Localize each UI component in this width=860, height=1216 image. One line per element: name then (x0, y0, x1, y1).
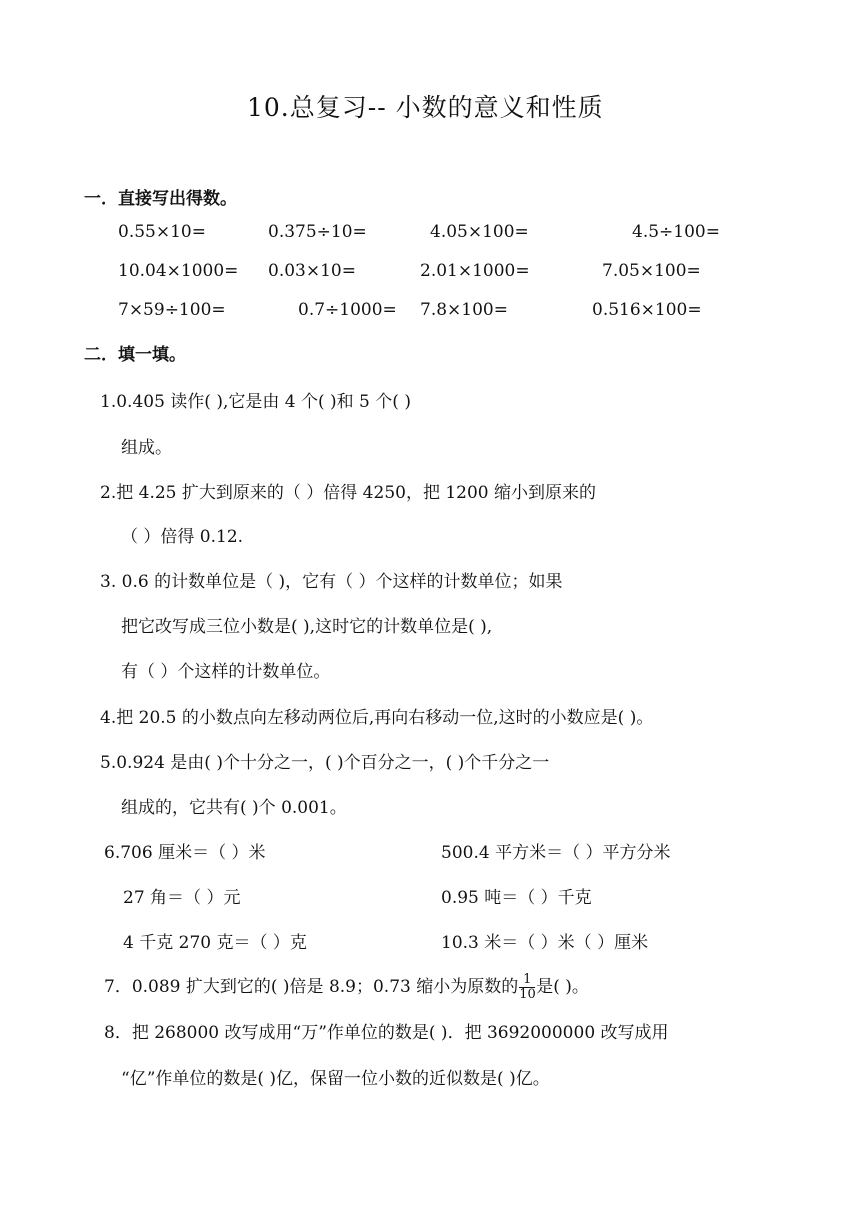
calc-item: 7.05×100= (602, 261, 701, 281)
question-line: “亿”作单位的数是( )亿，保留一位小数的近似数是( )亿。 (121, 1069, 550, 1089)
page-title: 10.总复习-- 小数的意义和性质 (247, 93, 604, 122)
question-line: 3. 0.6 的计数单位是（ )，它有（ ）个这样的计数单位；如果 (100, 572, 563, 592)
question-line: 4.把 20.5 的小数点向左移动两位后,再向右移动一位,这时的小数应是( )。 (100, 708, 654, 728)
calc-item: 4.5÷100= (632, 222, 720, 242)
unit-question: 4 千克 270 克＝（ ）克 (123, 933, 307, 953)
calc-item: 4.05×100= (430, 222, 529, 242)
calc-item: 0.7÷1000= (298, 300, 397, 320)
question-line: 5.0.924 是由( )个十分之一，( )个百分之一，( )个千分之一 (100, 753, 550, 773)
question-line: 2.把 4.25 扩大到原来的（ ）倍得 4250，把 1200 缩小到原来的 (100, 483, 597, 503)
question-line: 组成。 (121, 438, 172, 458)
calc-item: 10.04×1000= (118, 261, 239, 281)
calc-item: 0.03×10= (268, 261, 356, 281)
question-7 (104, 972, 589, 1002)
calc-item: 0.55×10= (118, 222, 206, 242)
unit-question: 500.4 平方米＝（ ）平方分米 (441, 843, 671, 863)
fraction-numerator: 1 (519, 973, 535, 988)
section1-heading: 一．直接写出得数。 (84, 189, 237, 209)
question-line: 组成的，它共有( )个 0.001。 (121, 798, 347, 818)
calc-item: 7×59÷100= (118, 300, 226, 320)
question-line: 有（ ）个这样的计数单位。 (121, 662, 331, 682)
calc-item: 0.375÷10= (268, 222, 367, 242)
fraction-one-tenth (519, 973, 535, 1002)
fraction-denominator: 10 (519, 987, 536, 1002)
unit-question: 27 角＝（ ）元 (123, 888, 241, 908)
unit-question: 6.706 厘米＝（ ）米 (104, 843, 266, 863)
question-line: 8．把 268000 改写成用“万”作单位的数是( )．把 3692000000 改写成用 (104, 1023, 669, 1043)
calc-item: 0.516×100= (592, 300, 702, 320)
unit-question: 10.3 米＝（ ）米（ ）厘米 (441, 933, 649, 953)
q7-text-after: 是( )。 (536, 977, 589, 997)
question-line: （ ）倍得 0.12. (121, 527, 244, 547)
q7-text-before: 7．0.089 扩大到它的( )倍是 8.9；0.73 缩小为原数的 (104, 977, 519, 997)
section2-heading: 二．填一填。 (84, 345, 186, 365)
calc-item: 7.8×100= (420, 300, 508, 320)
calc-item: 2.01×1000= (420, 261, 530, 281)
unit-question: 0.95 吨＝（ ）千克 (441, 888, 592, 908)
question-line: 1.0.405 读作( ),它是由 4 个( )和 5 个( ) (100, 392, 411, 412)
question-line: 把它改写成三位小数是( ),这时它的计数单位是( ), (121, 617, 493, 637)
